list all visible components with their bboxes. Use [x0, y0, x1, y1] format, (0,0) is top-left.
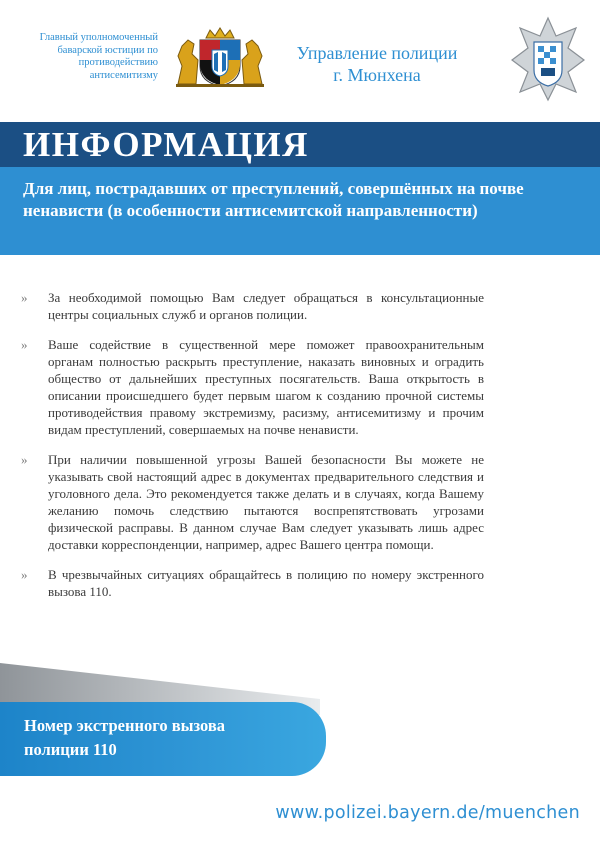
- list-item: [0, 336, 600, 438]
- list-marker: »: [21, 290, 28, 305]
- list-item-text: В чрезвычайных ситуациях обращайтесь в полицию по номеру экстренного вызова 110.: [48, 567, 484, 599]
- website-link[interactable]: www.polizei.bayern.de/muenchen: [275, 803, 580, 823]
- list-item-text: При наличии повышенной угрозы Вашей безопасности Вы можете не указывать свой настоящий адрес в документах предварительного следствия и уголовного дела. Это рекомендуется также делать и в случаях, когда Вашему желанию помочь следствию пытаются воспрепятствовать угрозами физической расправы. В данном случае Вам следует указывать лишь адрес доставки корреспонденции, например, адрес Вашего центра помощи.: [48, 452, 484, 552]
- list-marker: »: [21, 337, 28, 352]
- title-band: [0, 122, 600, 167]
- org-line: антисемитизму: [89, 69, 158, 81]
- emergency-line: Номер экстренного вызова: [24, 716, 226, 735]
- page-title: ИНФОРМАЦИЯ: [23, 125, 309, 164]
- info-list: [0, 289, 600, 613]
- subtitle-band: [0, 167, 600, 255]
- org-line: баварской юстиции по: [57, 44, 158, 56]
- emergency-line: полиции 110: [24, 740, 117, 759]
- munich-police-label: [282, 42, 472, 86]
- bavarian-police-star-badge-icon: [510, 16, 586, 102]
- list-item: [0, 451, 600, 553]
- org-line: противодействию: [78, 57, 158, 68]
- org-line: г. Мюнхена: [333, 65, 421, 85]
- list-item-text: За необходимой помощью Вам следует обращаться в консультационные центры социальных служб и органов полиции.: [48, 290, 484, 322]
- list-item: [0, 566, 600, 600]
- emergency-number-callout: [0, 702, 326, 776]
- bavarian-coat-of-arms-icon: [172, 26, 268, 88]
- page-header: [0, 0, 600, 120]
- org-line: Главный уполномоченный: [39, 32, 158, 43]
- page-subtitle: Для лиц, пострадавших от преступлений, совершённых на почве ненависти (в особенности антисемитской направленности): [23, 179, 524, 220]
- org-line: Управление полиции: [296, 43, 458, 63]
- list-marker: »: [21, 567, 28, 582]
- list-marker: »: [21, 452, 28, 467]
- list-item: [0, 289, 600, 323]
- list-item-text: Ваше содействие в существенной мере поможет правоохранительным органам полностью раскрыть преступление, наказать виновных и оградить общество от дальнейших преступных посягательств. Ваша открытость в описании происшедшего будет первым шагом к созданию прочной системы противодействия правому экстремизму, расизму, антисемитизму и прочим видам преступлений, совершаемых на почве ненависти.: [48, 337, 484, 437]
- justice-commissioner-label: [6, 32, 158, 82]
